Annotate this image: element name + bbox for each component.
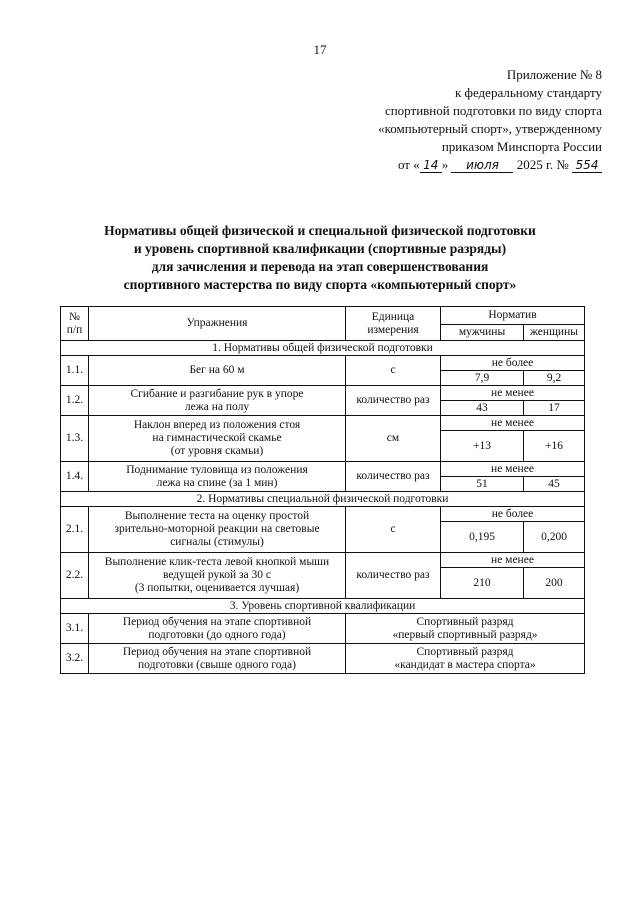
row-exercise: [89, 356, 346, 386]
title-line: и уровень спортивной квалификации (спортивные разряды): [133, 241, 507, 256]
header-unit-line1: Единица: [371, 310, 415, 323]
date-suffix: »: [441, 157, 449, 172]
row-exercise: [89, 386, 346, 416]
handwritten-month: июля: [451, 159, 513, 173]
exercise-line: Выполнение клик-теста левой кнопкой мыши: [104, 556, 330, 568]
section-title: 1. Нормативы общей физической подготовки: [61, 341, 585, 356]
row-condition: не менее: [441, 386, 585, 401]
exercise-line: Период обучения на этапе спортивной: [122, 645, 312, 658]
table-row: [61, 553, 585, 568]
section-title: 2. Нормативы специальной физической подготовки: [61, 492, 585, 507]
qualification-line: «кандидат в мастера спорта»: [394, 658, 536, 671]
appendix-line: к федеральному стандарту: [454, 85, 602, 100]
qualification-value: [346, 644, 585, 674]
date-prefix: от «: [397, 157, 420, 172]
row-condition: не более: [441, 507, 585, 522]
row-condition: не менее: [441, 462, 585, 477]
exercise-line: лежа на спине (за 1 мин): [156, 476, 278, 489]
row-exercise: [89, 462, 346, 492]
appendix-line: спортивной подготовки по виду спорта: [384, 103, 602, 118]
value-women: 0,200: [524, 522, 585, 553]
title-line: Нормативы общей физической и специальной физической подготовки: [104, 223, 536, 238]
handwritten-day: 14: [420, 159, 442, 173]
row-num: 1.4.: [61, 462, 89, 492]
table-row: [61, 462, 585, 477]
row-num: 3.1.: [61, 614, 89, 644]
value-men: +13: [441, 431, 524, 462]
value-men: 210: [441, 568, 524, 599]
exercise-line: сигналы (стимулы): [170, 536, 264, 548]
appendix-line: приказом Минспорта России: [441, 139, 602, 154]
year-text: 2025 г. №: [516, 157, 569, 172]
exercise-line: лежа на полу: [184, 400, 250, 413]
row-exercise: [89, 416, 346, 462]
exercise-line: (3 попытки, оценивается лучшая): [134, 582, 300, 594]
row-exercise: [89, 614, 346, 644]
row-unit: с: [346, 507, 441, 553]
value-men: 43: [441, 401, 524, 416]
table-row: [61, 416, 585, 431]
table-row: [61, 614, 585, 644]
exercise-line: на гимнастической скамье: [152, 432, 282, 444]
row-num: 3.2.: [61, 644, 89, 674]
standards-table: [60, 306, 585, 674]
row-num: 2.1.: [61, 507, 89, 553]
value-women: +16: [524, 431, 585, 462]
table-row: [61, 507, 585, 522]
section-row: [61, 599, 585, 614]
header-num: [61, 307, 89, 341]
appendix-line: Приложение № 8: [506, 67, 602, 82]
value-women: 45: [524, 477, 585, 492]
value-women: 17: [524, 401, 585, 416]
table-header-row: [61, 307, 585, 325]
value-men: 51: [441, 477, 524, 492]
exercise-line: Сгибание и разгибание рук в упоре: [130, 387, 304, 400]
exercise-line: ведущей рукой за 30 с: [162, 569, 272, 581]
value-women: 9,2: [524, 371, 585, 386]
appendix-line: «компьютерный спорт», утвержденному: [378, 121, 602, 136]
value-women: 200: [524, 568, 585, 599]
exercise-line: Наклон вперед из положения стоя: [133, 419, 301, 431]
order-date-line: [302, 156, 602, 174]
row-num: 2.2.: [61, 553, 89, 599]
exercise-line: Выполнение теста на оценку простой: [124, 510, 310, 522]
exercise-line: подготовки (до одного года): [148, 628, 286, 641]
header-num-line1: №: [69, 310, 80, 323]
section-row: [61, 492, 585, 507]
row-condition: не более: [441, 356, 585, 371]
value-men: 7,9: [441, 371, 524, 386]
row-exercise: [89, 644, 346, 674]
header-exercises: Упражнения: [89, 307, 346, 341]
row-condition: не менее: [441, 553, 585, 568]
exercise-line: (от уровня скамьи): [170, 445, 264, 457]
exercise-line: зрительно-моторной реакции на световые: [114, 523, 320, 535]
document-title: [0, 222, 640, 294]
exercise-line: Поднимание туловища из положения: [126, 463, 308, 476]
row-unit: количество раз: [346, 462, 441, 492]
exercise-line: Бег на 60 м: [189, 364, 245, 376]
row-unit: см: [346, 416, 441, 462]
table-row: [61, 386, 585, 401]
header-women: женщины: [524, 325, 585, 341]
exercise-line: Период обучения на этапе спортивной: [122, 615, 312, 628]
row-condition: не менее: [441, 416, 585, 431]
row-exercise: [89, 507, 346, 553]
row-unit: с: [346, 356, 441, 386]
header-men: мужчины: [441, 325, 524, 341]
page-number: 17: [313, 42, 327, 57]
exercise-line: подготовки (свыше одного года): [138, 658, 296, 671]
handwritten-order-number: 554: [572, 159, 602, 173]
section-row: [61, 341, 585, 356]
title-line: для зачисления и перевода на этап совершенствования: [151, 259, 489, 274]
header-num-line2: п/п: [66, 323, 83, 336]
qualification-line: «первый спортивный разряд»: [392, 628, 538, 641]
title-line: спортивного мастерства по виду спорта «компьютерный спорт»: [123, 277, 517, 292]
qualification-line: Спортивный разряд: [416, 615, 514, 628]
header-norm: Норматив: [441, 307, 585, 325]
section-title: 3. Уровень спортивной квалификации: [61, 599, 585, 614]
row-unit: количество раз: [346, 553, 441, 599]
qualification-value: [346, 614, 585, 644]
row-num: 1.3.: [61, 416, 89, 462]
table-row: [61, 356, 585, 371]
qualification-line: Спортивный разряд: [416, 645, 514, 658]
table-row: [61, 644, 585, 674]
header-unit: [346, 307, 441, 341]
row-num: 1.1.: [61, 356, 89, 386]
row-unit: количество раз: [346, 386, 441, 416]
row-num: 1.2.: [61, 386, 89, 416]
appendix-block: [302, 66, 602, 174]
header-unit-line2: измерения: [367, 323, 419, 336]
row-exercise: [89, 553, 346, 599]
value-men: 0,195: [441, 522, 524, 553]
